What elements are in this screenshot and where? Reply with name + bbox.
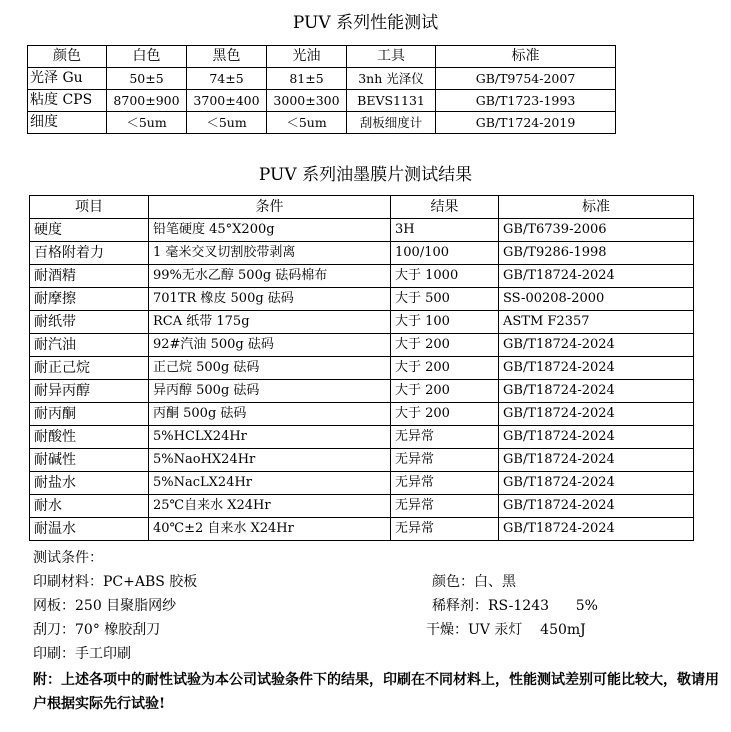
table-cell: 8700±900 [107, 90, 187, 112]
table-cell: 大于 200 [391, 357, 499, 380]
table-row [28, 112, 616, 134]
condition-drying: 干燥：UV 汞灯 450mJ [426, 622, 586, 638]
table-cell: GB/T18724-2024 [499, 495, 694, 518]
table-cell: ASTM F2357 [499, 311, 694, 334]
table-cell: 5%NaoHX24Hr [149, 449, 391, 472]
table-cell: 耐丙酮 [30, 403, 149, 426]
table-cell: 硬度 [30, 219, 149, 242]
table-row [30, 219, 694, 242]
table-row [30, 311, 694, 334]
table-row [28, 90, 616, 112]
table-row [28, 68, 616, 90]
header-cell: 标准 [436, 46, 616, 68]
table-cell: 3000±300 [267, 90, 347, 112]
table-cell: 100/100 [391, 242, 499, 265]
table-cell: 光泽 Gu [28, 68, 107, 90]
table-cell: 1 毫米交叉切割胶带剥离 [149, 242, 391, 265]
table-cell: 大于 200 [391, 334, 499, 357]
table-cell: 大于 500 [391, 288, 499, 311]
header-cell: 颜色 [28, 46, 107, 68]
table-cell: BEVS1131 [347, 90, 436, 112]
condition-thinner: 稀释剂：RS-1243 5% [432, 598, 598, 614]
table-cell: 81±5 [267, 68, 347, 90]
table-cell: 大于 200 [391, 380, 499, 403]
table2-title: PUV 系列油墨膜片测试结果 [258, 165, 473, 185]
table-row [30, 242, 694, 265]
film-test-table [29, 195, 694, 541]
table-cell: GB/T18724-2024 [499, 265, 694, 288]
table-cell: GB/T18724-2024 [499, 403, 694, 426]
table-row [30, 357, 694, 380]
table-cell: 无异常 [391, 426, 499, 449]
table-cell: 细度 [28, 112, 107, 134]
table-cell: 5%HCLX24Hr [149, 426, 391, 449]
table-row [30, 380, 694, 403]
table-cell: GB/T18724-2024 [499, 426, 694, 449]
table-cell: 40℃±2 自来水 X24Hr [149, 518, 391, 541]
table-cell: 大于 100 [391, 311, 499, 334]
table-cell: 3nh 光泽仪 [347, 68, 436, 90]
table-cell: 百格附着力 [30, 242, 149, 265]
table-cell: 3700±400 [187, 90, 267, 112]
table-row [30, 426, 694, 449]
header-cell: 光油 [267, 46, 347, 68]
table-cell: 刮板细度计 [347, 112, 436, 134]
header-cell: 结果 [391, 196, 499, 219]
table-cell: GB/T18724-2024 [499, 449, 694, 472]
table-cell: GB/T18724-2024 [499, 518, 694, 541]
table-cell: 无异常 [391, 472, 499, 495]
table-cell: 25℃自来水 X24Hr [149, 495, 391, 518]
table-cell: GB/T18724-2024 [499, 380, 694, 403]
table-cell: 无异常 [391, 495, 499, 518]
header-row [30, 196, 694, 219]
table-cell: 铅笔硬度 45°X200g [149, 219, 391, 242]
table-cell: GB/T9286-1998 [499, 242, 694, 265]
table-cell: 正己烷 500g 砝码 [149, 357, 391, 380]
table-cell: 粘度 CPS [28, 90, 107, 112]
table-cell: GB/T1723-1993 [436, 90, 616, 112]
table-cell: 耐汽油 [30, 334, 149, 357]
table-cell: ＜5um [107, 112, 187, 134]
table-cell: 701TR 橡皮 500g 砝码 [149, 288, 391, 311]
table-cell: 丙酮 500g 砝码 [149, 403, 391, 426]
table-cell: 大于 1000 [391, 265, 499, 288]
table-cell: GB/T18724-2024 [499, 357, 694, 380]
table-cell: 大于 200 [391, 403, 499, 426]
condition-printing: 印刷：手工印刷 [33, 646, 131, 662]
table-cell: 耐盐水 [30, 472, 149, 495]
header-cell: 白色 [107, 46, 187, 68]
header-cell: 标准 [499, 196, 694, 219]
table-row [30, 495, 694, 518]
condition-color: 颜色：白、黑 [432, 574, 516, 590]
table-cell: 无异常 [391, 449, 499, 472]
header-cell: 工具 [347, 46, 436, 68]
table-cell: 耐纸带 [30, 311, 149, 334]
header-row [28, 46, 616, 68]
table-cell: 耐正己烷 [30, 357, 149, 380]
table-cell: 异丙醇 500g 砝码 [149, 380, 391, 403]
table-cell: GB/T18724-2024 [499, 334, 694, 357]
table-cell: GB/T18724-2024 [499, 472, 694, 495]
footnote: 附：上述各项中的耐性试验为本公司试验条件下的结果，印刷在不同材料上，性能测试差别可能比较大，敬请用户根据实际先行试验! [33, 672, 719, 712]
table-cell: 92#汽油 500g 砝码 [149, 334, 391, 357]
table-cell: GB/T9754-2007 [436, 68, 616, 90]
header-cell: 项目 [30, 196, 149, 219]
table-row [30, 288, 694, 311]
table-cell: 耐酒精 [30, 265, 149, 288]
table-cell: 耐温水 [30, 518, 149, 541]
table-cell: 耐异丙醇 [30, 380, 149, 403]
table-row [30, 449, 694, 472]
table-cell: 无异常 [391, 518, 499, 541]
table-row [30, 472, 694, 495]
table1-title: PUV 系列性能测试 [292, 13, 439, 33]
table-row [30, 265, 694, 288]
table-row [30, 518, 694, 541]
header-cell: 条件 [149, 196, 391, 219]
table-cell: 74±5 [187, 68, 267, 90]
table-cell: 3H [391, 219, 499, 242]
table-cell: 耐酸性 [30, 426, 149, 449]
table-cell: ＜5um [267, 112, 347, 134]
performance-table [27, 45, 616, 134]
table-cell: 5%NacLX24Hr [149, 472, 391, 495]
condition-screen: 网板：250 目聚脂网纱 [33, 598, 177, 614]
table-cell: SS-00208-2000 [499, 288, 694, 311]
header-cell: 黑色 [187, 46, 267, 68]
table-cell: 耐水 [30, 495, 149, 518]
table-cell: GB/T1724-2019 [436, 112, 616, 134]
table-row [30, 334, 694, 357]
table-cell: 99%无水乙醇 500g 砝码棉布 [149, 265, 391, 288]
condition-material: 印刷材料：PC+ABS 胶板 [33, 574, 198, 590]
table-cell: ＜5um [187, 112, 267, 134]
conditions-heading: 测试条件： [33, 550, 103, 566]
table-cell: GB/T6739-2006 [499, 219, 694, 242]
table-cell: 耐碱性 [30, 449, 149, 472]
table-cell: 50±5 [107, 68, 187, 90]
table-row [30, 403, 694, 426]
condition-squeegee: 刮刀：70° 橡胶刮刀 [33, 622, 161, 638]
table-cell: RCA 纸带 175g [149, 311, 391, 334]
table-cell: 耐摩擦 [30, 288, 149, 311]
